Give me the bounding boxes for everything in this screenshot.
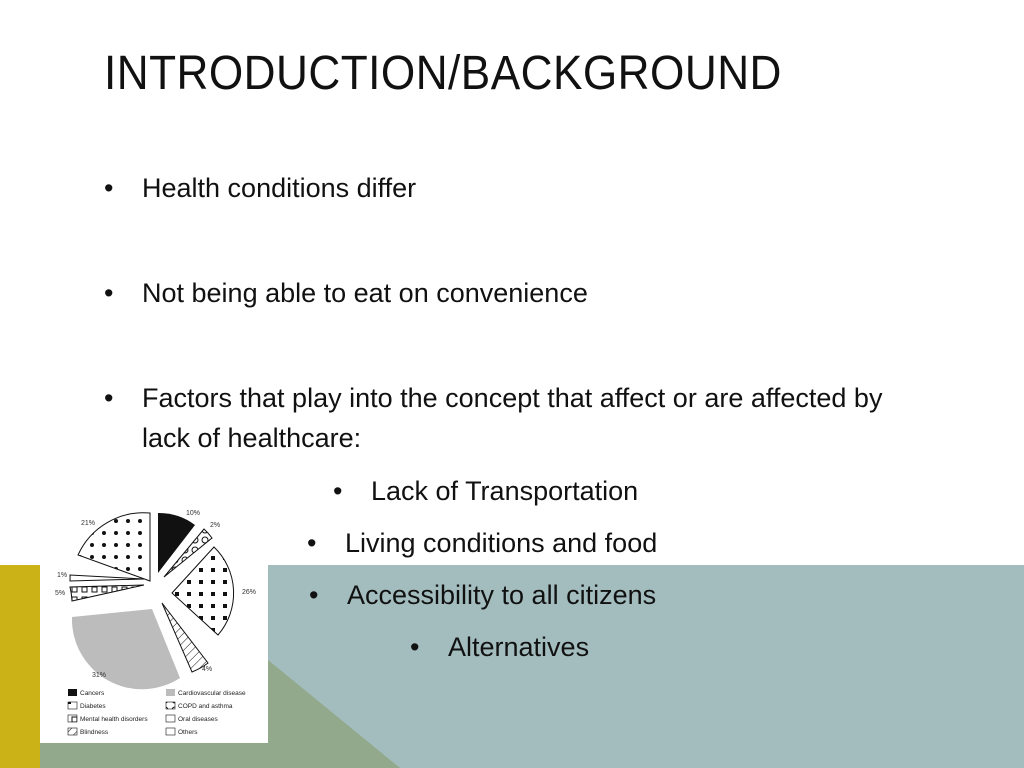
bullet-item xyxy=(104,273,588,313)
bullet-text: Health conditions differ xyxy=(142,173,417,203)
legend-swatch xyxy=(68,689,77,696)
pie-chart-figure xyxy=(40,505,268,743)
bullet-text: Not being able to eat on convenience xyxy=(142,278,588,308)
bullet-glyph: • xyxy=(104,173,114,203)
bullet-glyph: • xyxy=(309,580,319,610)
slide-title: INTRODUCTION/BACKGROUND xyxy=(104,47,782,100)
slice-label: 2% xyxy=(210,522,221,529)
slice-label: 1% xyxy=(57,572,68,579)
sub-bullet-item xyxy=(410,627,590,667)
sub-bullet-text: Alternatives xyxy=(448,632,590,662)
legend-swatch xyxy=(166,689,175,696)
slice-label: 26% xyxy=(242,589,257,596)
legend-label: COPD and asthma xyxy=(178,703,233,710)
sub-bullet-item xyxy=(333,471,639,511)
bullet-glyph: • xyxy=(104,383,114,413)
background-band-yellow xyxy=(0,565,40,768)
bullet-glyph: • xyxy=(307,528,317,558)
legend-swatch xyxy=(68,715,77,722)
sub-bullet-item xyxy=(309,575,657,615)
slice-label: 10% xyxy=(186,510,201,517)
legend-swatch xyxy=(166,715,175,722)
pie-chart xyxy=(40,505,268,743)
sub-bullet-item xyxy=(307,523,658,563)
legend-swatch xyxy=(68,728,77,735)
legend-label: Oral diseases xyxy=(178,716,218,723)
legend-label: Blindness xyxy=(80,729,109,736)
slice-label: 4% xyxy=(202,666,213,673)
bullet-glyph: • xyxy=(410,632,420,662)
legend-label: Others xyxy=(178,729,198,736)
legend-swatch xyxy=(166,702,175,709)
legend-swatch xyxy=(166,728,175,735)
sub-bullet-text: Living conditions and food xyxy=(345,528,658,558)
bullet-item xyxy=(104,378,902,458)
slice-cardiovascular xyxy=(72,609,180,689)
sub-bullet-text: Lack of Transportation xyxy=(371,476,639,506)
legend-swatch xyxy=(68,702,77,709)
bullet-item xyxy=(104,168,417,208)
slice-oral xyxy=(70,575,144,581)
slice-label: 5% xyxy=(55,590,66,597)
slice-label: 31% xyxy=(92,672,107,679)
slice-mental-health xyxy=(70,585,144,601)
bullet-glyph: • xyxy=(104,278,114,308)
sub-bullet-text: Accessibility to all citizens xyxy=(347,580,657,610)
legend-label: Diabetes xyxy=(80,703,106,710)
bullet-glyph: • xyxy=(333,476,343,506)
slice-label: 21% xyxy=(81,520,96,527)
bullet-text: Factors that play into the concept that affect or are affected by lack of healthcare: xyxy=(142,383,883,453)
legend-label: Cancers xyxy=(80,690,105,697)
legend-label: Cardiovascular disease xyxy=(178,690,246,697)
legend-label: Mental health disorders xyxy=(80,716,148,723)
